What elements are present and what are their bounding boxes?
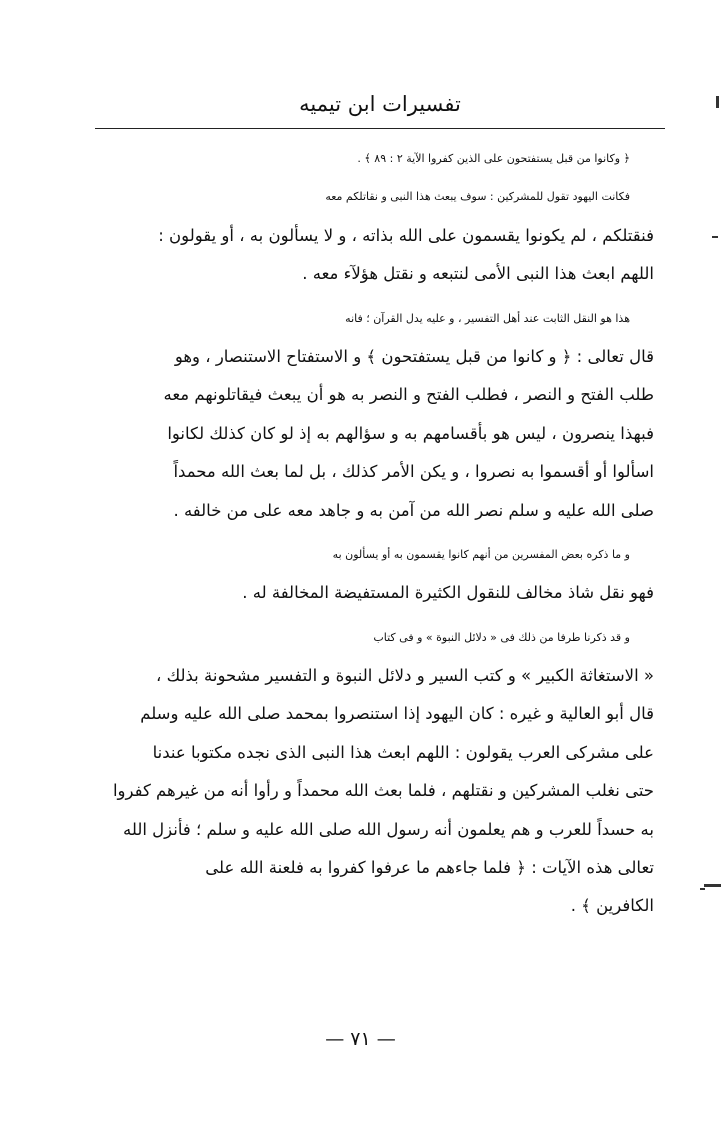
scan-edge-mark bbox=[716, 96, 719, 108]
text-line: هذا هو النقل الثابت عند أهل التفسير ، و عليه يدل القرآن ؛ فانه bbox=[345, 311, 630, 325]
text-line: و ما ذكره بعض المفسرين من أنهم كانوا يقسمون به أو يسألون به bbox=[332, 547, 630, 561]
text-line: الكافرين ﴾ . bbox=[570, 896, 654, 916]
text-line: ﴿ وكانوا من قبل يستفتحون على الذين كفروا الآية ٢ : ٨٩ ﴾ . bbox=[357, 152, 630, 165]
header-rule bbox=[95, 128, 665, 129]
text-line: فنقتلكم ، لم يكونوا يقسمون على الله بذاته ، و لا يسألون به ، أو يقولون : bbox=[158, 225, 654, 245]
text-line: على مشركى العرب يقولون : اللهم ابعث هذا النبى الذى نجده مكتوبا عندنا bbox=[152, 742, 654, 762]
text-line: صلى الله عليه و سلم نصر الله من آمن به و جاهد معه على من خالفه . bbox=[173, 500, 654, 520]
text-line: به حسداً للعرب و هم يعلمون أنه رسول الله صلى الله عليه و سلم ؛ فأنزل الله bbox=[123, 819, 654, 839]
scan-edge-mark bbox=[712, 236, 718, 238]
text-line: طلب الفتح و النصر ، فطلب الفتح و النصر به هو أن يبعث فيقاتلونهم معه bbox=[163, 385, 654, 405]
text-line: فهو نقل شاذ مخالف للنقول الكثيرة المستفيضة المخالفة له . bbox=[242, 583, 654, 603]
text-line: « الاستغاثة الكبير » و كتب السير و دلائل النبوة و التفسير مشحونة بذلك ، bbox=[156, 666, 654, 686]
scan-edge-mark bbox=[704, 884, 721, 887]
text-line: و قد ذكرنا طرفا من ذلك فى « دلائل النبوة » و فى كتاب bbox=[373, 630, 630, 644]
body-text bbox=[42, 140, 654, 926]
text-line: اسألوا أو أقسموا به نصروا ، و يكن الأمر كذلك ، بل لما بعث الله محمداً bbox=[173, 462, 654, 482]
page-number: — ٧١ — bbox=[325, 1028, 396, 1050]
text-line: اللهم ابعث هذا النبى الأمى لنتبعه و نقتل هؤلآء معه . bbox=[302, 264, 654, 284]
text-line: فبهذا ينصرون ، ليس هو بأقسامهم به و سؤالهم به إذ لو كان كذلك لكانوا bbox=[167, 423, 654, 443]
text-line: تعالى هذه الآيات : ﴿ فلما جاءهم ما عرفوا كفروا به فلعنة الله على bbox=[205, 858, 654, 878]
text-line: قال أبو العالية و غيره : كان اليهود إذا استنصروا بمحمد صلى الله عليه وسلم bbox=[140, 704, 654, 724]
text-line: قال تعالى : ﴿ و كانوا من قبل يستفتحون ﴾ و الاستفتاح الاستنصار ، وهو bbox=[174, 346, 654, 366]
text-line: حتى نغلب المشركين و نقتلهم ، فلما بعث الله محمداً و رأوا أنه من غيرهم كفروا bbox=[112, 781, 654, 801]
text-line: فكانت اليهود تقول للمشركين : سوف يبعث هذا النبى و نقاتلكم معه bbox=[325, 190, 630, 204]
scan-edge-mark bbox=[700, 888, 705, 890]
running-head: تفسيرات ابن تيميه bbox=[299, 92, 461, 116]
